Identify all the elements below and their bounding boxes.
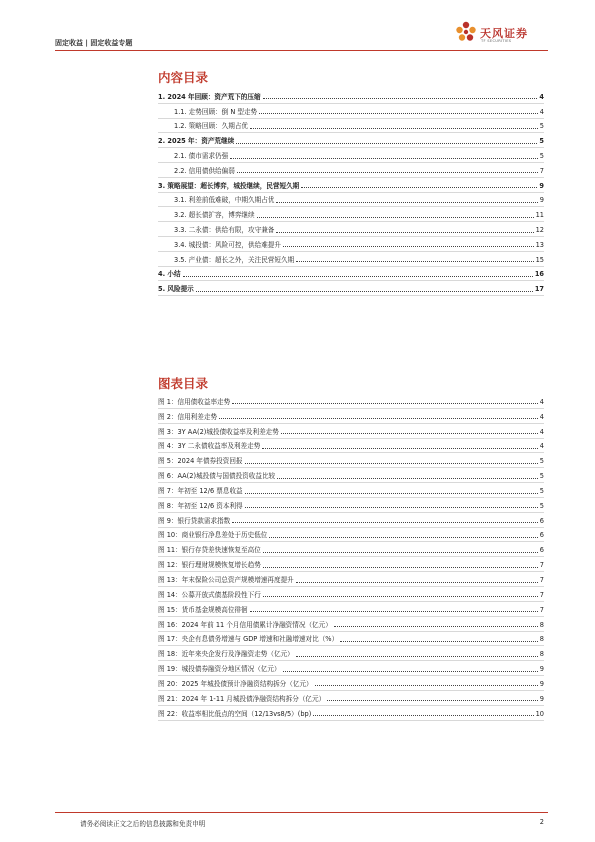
figure-entry-page: 5 xyxy=(539,472,544,481)
figure-entry-title: 图 1：信用债收益率走势 xyxy=(158,397,231,406)
dot-leader xyxy=(301,187,537,188)
figures-list xyxy=(158,394,544,721)
figure-entry[interactable] xyxy=(158,587,544,602)
figure-entry-title: 图 6：AA(2)城投债与国债投资收益比较 xyxy=(158,472,276,481)
figure-entry[interactable] xyxy=(158,661,544,676)
figure-entry-title: 图 8：年初至 12/6 资本利得 xyxy=(158,501,243,510)
toc-entry-page: 7 xyxy=(539,166,544,175)
figure-entry-title: 图 22：收益率相比低点的空间（12/13vs8/5）(bp) xyxy=(158,709,312,718)
figure-entry-title: 图 19：城投债券融资分地区情况（亿元） xyxy=(158,665,281,674)
dot-leader xyxy=(277,478,538,479)
dot-leader xyxy=(263,567,538,568)
figure-entry[interactable] xyxy=(158,468,544,483)
figure-entry[interactable] xyxy=(158,513,544,528)
toc-entry[interactable] xyxy=(158,133,544,148)
figure-entry-title: 图 4：3Y 二永债收益率及利差走势 xyxy=(158,442,261,451)
dot-leader xyxy=(263,552,538,553)
dot-leader xyxy=(269,537,537,538)
figure-entry-page: 7 xyxy=(539,561,544,570)
figure-entry-title: 图 11：银行存贷差快速恢复至高位 xyxy=(158,546,261,555)
toc-entry-title: 5. 风险提示 xyxy=(158,285,194,294)
figure-entry[interactable] xyxy=(158,632,544,647)
toc-list xyxy=(158,89,544,296)
figure-entry[interactable] xyxy=(158,498,544,513)
toc-entry[interactable] xyxy=(158,163,544,178)
figure-entry-title: 图 20：2025 年城投债预计净融资结构拆分（亿元） xyxy=(158,679,313,688)
figure-entry-page: 5 xyxy=(539,457,544,466)
figure-entry[interactable] xyxy=(158,439,544,454)
dot-leader xyxy=(245,507,538,508)
figure-entry[interactable] xyxy=(158,453,544,468)
dot-leader xyxy=(250,611,538,612)
toc-entry-title: 3.1. 利差前低难破，中期久期占优 xyxy=(174,196,275,205)
figure-entry-title: 图 2：信用利差走势 xyxy=(158,412,218,421)
toc-entry-title: 2.1. 债市需求仍强 xyxy=(174,151,229,160)
dot-leader xyxy=(296,656,538,657)
toc-entry-page: 5 xyxy=(539,151,544,160)
figure-entry-page: 8 xyxy=(539,650,544,659)
figure-entry[interactable] xyxy=(158,617,544,632)
toc-entry-page: 5 xyxy=(539,122,544,131)
dot-leader xyxy=(327,700,538,701)
figure-entry-title: 图 17：央企有息债务增速与 GDP 增速和社融增速对比（%） xyxy=(158,635,339,644)
dot-leader xyxy=(313,715,533,716)
logo-text-en: TF SECURITIES xyxy=(481,39,512,43)
figure-entry-title: 图 7：年初至 12/6 票息收益 xyxy=(158,486,243,495)
dot-leader xyxy=(219,418,538,419)
figure-entry-page: 4 xyxy=(539,442,544,451)
figure-entry[interactable] xyxy=(158,646,544,661)
figure-entry[interactable] xyxy=(158,528,544,543)
figure-entry[interactable] xyxy=(158,424,544,439)
toc-entry-page: 13 xyxy=(535,240,544,249)
figure-entry[interactable] xyxy=(158,409,544,424)
toc-entry[interactable] xyxy=(158,104,544,119)
dot-leader xyxy=(262,448,537,449)
figure-entry-title: 图 10：商业银行净息差处于历史低位 xyxy=(158,531,268,540)
toc-title: 内容目录 xyxy=(158,70,209,85)
figure-entry[interactable] xyxy=(158,557,544,572)
figure-entry-title: 图 15：货币基金规模高位徘徊 xyxy=(158,605,248,614)
toc-entry[interactable] xyxy=(158,148,544,163)
toc-entry-title: 3. 策略展望：超长博弈，城投继续，民营短久期 xyxy=(158,181,300,190)
toc-entry-page: 4 xyxy=(539,107,544,116)
figure-entry-page: 7 xyxy=(539,590,544,599)
logo-text-cn: 天风证券 xyxy=(480,27,528,40)
dot-leader xyxy=(281,433,538,434)
figure-entry[interactable] xyxy=(158,676,544,691)
toc-entry-page: 5 xyxy=(539,137,544,146)
dot-leader xyxy=(183,276,533,277)
figure-entry[interactable] xyxy=(158,572,544,587)
toc-entry[interactable] xyxy=(158,222,544,237)
footer-divider xyxy=(55,812,548,813)
dot-leader xyxy=(230,158,538,159)
header-breadcrumb: 固定收益 | 固定收益专题 xyxy=(55,39,133,47)
figure-entry[interactable] xyxy=(158,706,544,721)
dot-leader xyxy=(232,522,538,523)
toc-entry-title: 3.4. 城投债：风险可控，供给难提升 xyxy=(174,240,281,249)
figure-entry[interactable] xyxy=(158,691,544,706)
toc-entry-page: 16 xyxy=(534,270,544,279)
dot-leader xyxy=(263,596,538,597)
toc-entry[interactable] xyxy=(158,119,544,134)
dot-leader xyxy=(296,582,538,583)
toc-entry[interactable] xyxy=(158,207,544,222)
dot-leader xyxy=(259,113,538,114)
figure-entry-page: 10 xyxy=(535,709,544,718)
dot-leader xyxy=(232,403,538,404)
figure-entry[interactable] xyxy=(158,483,544,498)
toc-entry-page: 11 xyxy=(535,211,544,220)
dot-leader xyxy=(263,98,538,99)
toc-entry-title: 2. 2025 年：资产荒继续 xyxy=(158,137,235,146)
tf-securities-logo xyxy=(453,20,548,48)
figure-entry-title: 图 14：公募开放式债基阶段性下行 xyxy=(158,590,261,599)
dot-leader xyxy=(196,291,533,292)
figure-entry-page: 5 xyxy=(539,486,544,495)
header-divider xyxy=(55,50,548,51)
toc-entry-page: 17 xyxy=(534,285,544,294)
toc-entry[interactable] xyxy=(158,237,544,252)
figure-entry[interactable] xyxy=(158,394,544,409)
figure-entry-page: 4 xyxy=(539,427,544,436)
figure-entry-title: 图 3：3Y AA(2)城投债收益率及利差走势 xyxy=(158,427,279,436)
dot-leader xyxy=(276,202,537,203)
figure-entry-title: 图 5：2024 年债券投资回报 xyxy=(158,457,243,466)
figure-entry-title: 图 18：近年来央企发行及净融资走势（亿元） xyxy=(158,650,294,659)
figure-entry[interactable] xyxy=(158,542,544,557)
dot-leader xyxy=(245,493,538,494)
figure-entry-page: 6 xyxy=(539,546,544,555)
dot-leader xyxy=(245,463,538,464)
dot-leader xyxy=(257,217,534,218)
figure-entry[interactable] xyxy=(158,602,544,617)
figure-entry-page: 7 xyxy=(539,605,544,614)
toc-entry-page: 15 xyxy=(535,255,544,264)
figure-entry-page: 8 xyxy=(539,620,544,629)
toc-entry-title: 1.1. 走势回顾：倒 N 型走势 xyxy=(174,107,258,116)
toc-entry-title: 1.2. 策略回顾：久期占优 xyxy=(174,122,249,131)
toc-entry[interactable] xyxy=(158,178,544,193)
dot-leader xyxy=(296,261,533,262)
figure-entry-page: 5 xyxy=(539,501,544,510)
figure-entry-title: 图 9：银行贷款需求指数 xyxy=(158,516,231,525)
page-number: 2 xyxy=(539,818,544,826)
dot-leader xyxy=(283,246,534,247)
toc-entry[interactable] xyxy=(158,193,544,208)
toc-entry[interactable] xyxy=(158,267,544,282)
figure-entry-page: 9 xyxy=(539,665,544,674)
figure-entry-title: 图 16：2024 年前 11 个月信用债累计净融资情况（亿元） xyxy=(158,620,332,629)
toc-entry[interactable] xyxy=(158,281,544,296)
figure-entry-title: 图 13：年末保险公司总资产规模增速再度提升 xyxy=(158,575,294,584)
figure-entry-title: 图 12：银行理财规模恢复增长趋势 xyxy=(158,561,261,570)
toc-entry-page: 4 xyxy=(539,92,544,101)
toc-entry-title: 3.3. 二永债：供给有限，攻守兼备 xyxy=(174,225,275,234)
dot-leader xyxy=(315,685,538,686)
dot-leader xyxy=(283,671,538,672)
figure-entry-page: 8 xyxy=(539,635,544,644)
figure-entry-title: 图 21：2024 年 1-11 月城投债净融资结构拆分（亿元） xyxy=(158,694,326,703)
toc-entry-title: 3.2. 超长债扩容，博弈继续 xyxy=(174,211,255,220)
figure-entry-page: 6 xyxy=(539,531,544,540)
figure-entry-page: 7 xyxy=(539,575,544,584)
footer-disclaimer: 请务必阅读正文之后的信息披露和免责申明 xyxy=(80,820,206,828)
toc-entry-title: 3.5. 产业债：超长之外，关注民营短久期 xyxy=(174,255,295,264)
dot-leader xyxy=(236,143,537,144)
figure-entry-page: 4 xyxy=(539,397,544,406)
logo-flower-icon xyxy=(453,20,479,46)
dot-leader xyxy=(334,626,538,627)
dot-leader xyxy=(237,172,538,173)
toc-entry[interactable] xyxy=(158,252,544,267)
figure-entry-page: 9 xyxy=(539,679,544,688)
dot-leader xyxy=(250,128,538,129)
toc-entry-page: 12 xyxy=(535,225,544,234)
toc-entry-title: 4. 小结 xyxy=(158,270,181,279)
figure-entry-page: 4 xyxy=(539,412,544,421)
toc-entry[interactable] xyxy=(158,89,544,104)
dot-leader xyxy=(276,232,533,233)
toc-entry-title: 2.2. 信用债供给偏弱 xyxy=(174,166,235,175)
toc-entry-page: 9 xyxy=(539,181,544,190)
figures-title: 图表目录 xyxy=(158,376,209,391)
figure-entry-page: 6 xyxy=(539,516,544,525)
dot-leader xyxy=(340,641,538,642)
figure-entry-page: 9 xyxy=(539,694,544,703)
toc-entry-page: 9 xyxy=(539,196,544,205)
toc-entry-title: 1. 2024 年回顾：资产荒下的压缩 xyxy=(158,92,261,101)
